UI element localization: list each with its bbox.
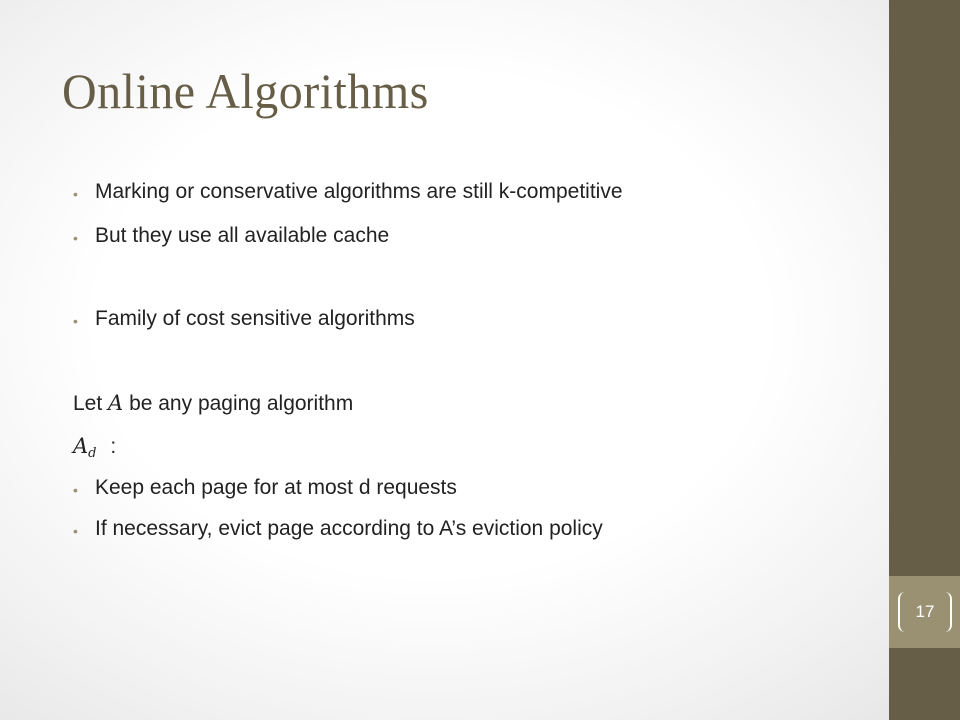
bullet-family: Family of cost sensitive algorithms (95, 307, 415, 330)
page-number: 17 (898, 592, 952, 632)
let-line (73, 391, 353, 416)
let-suffix: be any paging algorithm (129, 392, 354, 415)
ad-var: A (73, 434, 89, 458)
ad-colon: : (110, 435, 117, 458)
slide-title: Online Algorithms (62, 63, 429, 119)
bullet-dot: • (73, 230, 78, 246)
bullet-keep: Keep each page for at most d requests (95, 476, 457, 499)
let-prefix: Let (73, 392, 103, 415)
bullet-marking: Marking or conservative algorithms are still k-competitive (95, 180, 623, 203)
bullet-dot: • (73, 523, 78, 539)
bullet-evict: If necessary, evict page according to A’s eviction policy (95, 517, 603, 540)
ad-subscript: d (88, 446, 97, 461)
bullet-dot: • (73, 186, 78, 202)
bullet-dot: • (73, 313, 78, 329)
ad-line (73, 434, 116, 461)
let-var: A (108, 391, 124, 415)
bullet-cache: But they use all available cache (95, 224, 390, 247)
bullet-dot: • (73, 482, 78, 498)
